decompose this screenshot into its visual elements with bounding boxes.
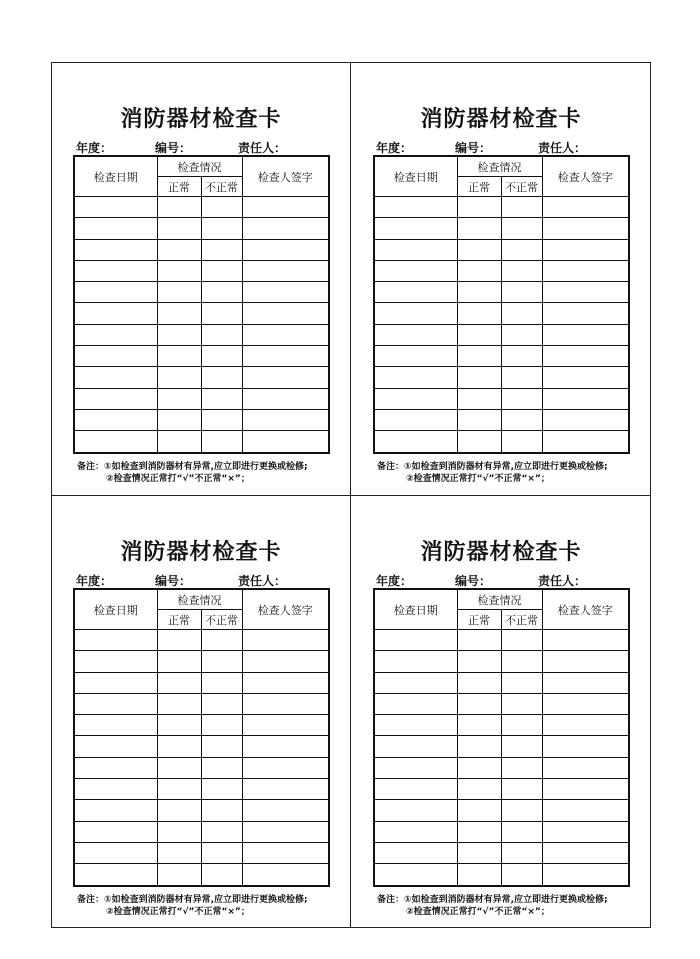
signature-cell[interactable] [542, 197, 629, 218]
abnormal-cell[interactable] [201, 367, 242, 388]
signature-cell[interactable] [242, 409, 329, 430]
card-title: 消防器材检查卡 [420, 540, 582, 565]
table-row [74, 367, 329, 388]
signature-cell[interactable] [242, 651, 329, 672]
signature-cell[interactable] [242, 197, 329, 218]
signature-cell[interactable] [542, 630, 629, 651]
date-cell[interactable] [74, 431, 157, 453]
table-row [374, 282, 629, 303]
abnormal-cell[interactable] [501, 239, 542, 260]
col-date-header: 检查日期 [374, 589, 457, 630]
abnormal-cell[interactable] [201, 630, 242, 651]
normal-cell[interactable] [457, 672, 501, 693]
abnormal-cell[interactable] [201, 672, 242, 693]
signature-cell[interactable] [242, 260, 329, 281]
col-abnormal-header: 不正常 [501, 610, 542, 630]
inspection-table [373, 155, 630, 454]
col-signature-header: 检查人签字 [242, 589, 329, 630]
signature-cell[interactable] [542, 431, 629, 453]
date-cell[interactable] [74, 715, 157, 736]
col-date-header: 检查日期 [374, 156, 457, 197]
signature-cell[interactable] [242, 239, 329, 260]
table-row [74, 821, 329, 842]
date-cell[interactable] [374, 324, 457, 345]
normal-cell[interactable] [457, 388, 501, 409]
normal-cell[interactable] [157, 346, 201, 367]
table-row [74, 715, 329, 736]
normal-cell[interactable] [157, 303, 201, 324]
note-line-2: ②检查情况正常打“√”不正常“×”； [406, 474, 550, 484]
signature-cell[interactable] [242, 282, 329, 303]
year-label: 年度： [76, 141, 113, 155]
normal-cell[interactable] [157, 239, 201, 260]
date-cell[interactable] [374, 842, 457, 863]
abnormal-cell[interactable] [201, 693, 242, 714]
normal-cell[interactable] [457, 864, 501, 886]
date-cell[interactable] [74, 218, 157, 239]
table-row [74, 651, 329, 672]
date-cell[interactable] [374, 864, 457, 886]
year-label: 年度： [376, 574, 413, 588]
date-cell[interactable] [374, 800, 457, 821]
table-row [74, 218, 329, 239]
col-abnormal-header: 不正常 [501, 177, 542, 197]
normal-cell[interactable] [157, 324, 201, 345]
date-cell[interactable] [74, 842, 157, 863]
table-row [74, 630, 329, 651]
date-cell[interactable] [74, 324, 157, 345]
normal-cell[interactable] [157, 757, 201, 778]
date-cell[interactable] [74, 651, 157, 672]
normal-cell[interactable] [457, 324, 501, 345]
table-row [374, 693, 629, 714]
date-cell[interactable] [74, 864, 157, 886]
abnormal-cell[interactable] [501, 431, 542, 453]
card-title: 消防器材检查卡 [420, 107, 582, 132]
col-status-group-header: 检查情况 [457, 589, 542, 610]
signature-cell[interactable] [542, 672, 629, 693]
normal-cell[interactable] [157, 821, 201, 842]
number-label: 编号： [455, 141, 492, 155]
normal-cell[interactable] [157, 431, 201, 453]
col-normal-header: 正常 [457, 610, 501, 630]
signature-cell[interactable] [542, 282, 629, 303]
col-date-header: 检查日期 [74, 156, 157, 197]
normal-cell[interactable] [457, 303, 501, 324]
signature-cell[interactable] [242, 779, 329, 800]
signature-cell[interactable] [542, 757, 629, 778]
abnormal-cell[interactable] [201, 282, 242, 303]
date-cell[interactable] [374, 693, 457, 714]
table-row [74, 282, 329, 303]
table-row [374, 388, 629, 409]
normal-cell[interactable] [457, 821, 501, 842]
note-line-2: ②检查情况正常打“√”不正常“×”； [106, 907, 250, 917]
signature-cell[interactable] [542, 821, 629, 842]
normal-cell[interactable] [157, 218, 201, 239]
signature-cell[interactable] [542, 842, 629, 863]
responsible-label: 责任人： [538, 141, 587, 155]
responsible-label: 责任人： [238, 574, 287, 588]
normal-cell[interactable] [457, 197, 501, 218]
card-title: 消防器材检查卡 [120, 540, 282, 565]
date-cell[interactable] [374, 303, 457, 324]
abnormal-cell[interactable] [501, 282, 542, 303]
signature-cell[interactable] [542, 260, 629, 281]
abnormal-cell[interactable] [501, 197, 542, 218]
card-title: 消防器材检查卡 [120, 107, 282, 132]
signature-cell[interactable] [242, 367, 329, 388]
inspection-card-2 [351, 62, 651, 495]
date-cell[interactable] [74, 736, 157, 757]
table-row [74, 197, 329, 218]
abnormal-cell[interactable] [201, 324, 242, 345]
date-cell[interactable] [74, 409, 157, 430]
normal-cell[interactable] [157, 800, 201, 821]
signature-cell[interactable] [242, 431, 329, 453]
abnormal-cell[interactable] [201, 715, 242, 736]
responsible-label: 责任人： [238, 141, 287, 155]
date-cell[interactable] [374, 779, 457, 800]
normal-cell[interactable] [457, 779, 501, 800]
normal-cell[interactable] [457, 367, 501, 388]
col-normal-header: 正常 [157, 177, 201, 197]
normal-cell[interactable] [457, 346, 501, 367]
abnormal-cell[interactable] [501, 736, 542, 757]
table-row [374, 218, 629, 239]
date-cell[interactable] [74, 303, 157, 324]
date-cell[interactable] [74, 757, 157, 778]
signature-cell[interactable] [242, 303, 329, 324]
abnormal-cell[interactable] [501, 757, 542, 778]
table-row [74, 864, 329, 886]
col-signature-header: 检查人签字 [542, 589, 629, 630]
table-row [74, 842, 329, 863]
abnormal-cell[interactable] [201, 260, 242, 281]
normal-cell[interactable] [157, 842, 201, 863]
abnormal-cell[interactable] [501, 864, 542, 886]
abnormal-cell[interactable] [201, 303, 242, 324]
col-status-group-header: 检查情况 [457, 156, 542, 177]
col-abnormal-header: 不正常 [201, 610, 242, 630]
col-status-group-header: 检查情况 [157, 589, 242, 610]
signature-cell[interactable] [242, 388, 329, 409]
table-row [374, 630, 629, 651]
normal-cell[interactable] [157, 736, 201, 757]
signature-cell[interactable] [542, 388, 629, 409]
normal-cell[interactable] [457, 842, 501, 863]
signature-cell[interactable] [242, 630, 329, 651]
normal-cell[interactable] [157, 672, 201, 693]
signature-cell[interactable] [242, 821, 329, 842]
abnormal-cell[interactable] [501, 346, 542, 367]
table-row [74, 672, 329, 693]
table-row [74, 736, 329, 757]
normal-cell[interactable] [157, 388, 201, 409]
table-row [374, 239, 629, 260]
date-cell[interactable] [374, 388, 457, 409]
date-cell[interactable] [374, 282, 457, 303]
date-cell[interactable] [374, 409, 457, 430]
abnormal-cell[interactable] [201, 218, 242, 239]
signature-cell[interactable] [542, 800, 629, 821]
table-row [74, 324, 329, 345]
table-row [374, 800, 629, 821]
date-cell[interactable] [374, 367, 457, 388]
signature-cell[interactable] [542, 409, 629, 430]
signature-cell[interactable] [542, 303, 629, 324]
date-cell[interactable] [74, 239, 157, 260]
table-row [374, 409, 629, 430]
normal-cell[interactable] [457, 757, 501, 778]
signature-cell[interactable] [242, 693, 329, 714]
abnormal-cell[interactable] [501, 672, 542, 693]
col-status-group-header: 检查情况 [157, 156, 242, 177]
table-row [374, 864, 629, 886]
note-line-2: ②检查情况正常打“√”不正常“×”； [406, 907, 550, 917]
normal-cell[interactable] [457, 260, 501, 281]
table-row [74, 388, 329, 409]
normal-cell[interactable] [457, 431, 501, 453]
signature-cell[interactable] [242, 672, 329, 693]
date-cell[interactable] [74, 821, 157, 842]
inspection-card-4 [351, 495, 651, 928]
date-cell[interactable] [74, 779, 157, 800]
abnormal-cell[interactable] [201, 197, 242, 218]
normal-cell[interactable] [457, 736, 501, 757]
col-normal-header: 正常 [157, 610, 201, 630]
abnormal-cell[interactable] [501, 821, 542, 842]
date-cell[interactable] [374, 736, 457, 757]
abnormal-cell[interactable] [201, 346, 242, 367]
table-row [74, 409, 329, 430]
abnormal-cell[interactable] [501, 218, 542, 239]
abnormal-cell[interactable] [201, 388, 242, 409]
signature-cell[interactable] [242, 757, 329, 778]
note-line-2: ②检查情况正常打“√”不正常“×”； [106, 474, 250, 484]
note-line-1: 备注：①如检查到消防器材有异常,应立即进行更换或检修; [77, 895, 308, 905]
normal-cell[interactable] [157, 864, 201, 886]
normal-cell[interactable] [457, 800, 501, 821]
normal-cell[interactable] [457, 409, 501, 430]
abnormal-cell[interactable] [501, 693, 542, 714]
date-cell[interactable] [374, 630, 457, 651]
abnormal-cell[interactable] [201, 431, 242, 453]
table-row [374, 346, 629, 367]
year-label: 年度： [376, 141, 413, 155]
inspection-table [73, 588, 330, 887]
table-row [374, 367, 629, 388]
table-row [374, 672, 629, 693]
abnormal-cell[interactable] [501, 779, 542, 800]
signature-cell[interactable] [242, 864, 329, 886]
abnormal-cell[interactable] [201, 409, 242, 430]
date-cell[interactable] [74, 388, 157, 409]
table-row [74, 239, 329, 260]
normal-cell[interactable] [457, 239, 501, 260]
signature-cell[interactable] [542, 864, 629, 886]
abnormal-cell[interactable] [501, 715, 542, 736]
table-row [74, 346, 329, 367]
normal-cell[interactable] [157, 651, 201, 672]
table-row [74, 303, 329, 324]
normal-cell[interactable] [157, 409, 201, 430]
date-cell[interactable] [374, 346, 457, 367]
normal-cell[interactable] [157, 367, 201, 388]
col-abnormal-header: 不正常 [201, 177, 242, 197]
date-cell[interactable] [374, 672, 457, 693]
date-cell[interactable] [374, 431, 457, 453]
date-cell[interactable] [374, 197, 457, 218]
date-cell[interactable] [74, 346, 157, 367]
abnormal-cell[interactable] [501, 260, 542, 281]
abnormal-cell[interactable] [501, 409, 542, 430]
date-cell[interactable] [374, 218, 457, 239]
col-date-header: 检查日期 [74, 589, 157, 630]
table-row [374, 821, 629, 842]
inspection-table [373, 588, 630, 887]
table-row [74, 757, 329, 778]
signature-cell[interactable] [542, 218, 629, 239]
normal-cell[interactable] [457, 651, 501, 672]
signature-cell[interactable] [542, 779, 629, 800]
signature-cell[interactable] [242, 715, 329, 736]
note-line-1: 备注：①如检查到消防器材有异常,应立即进行更换或检修; [77, 462, 308, 472]
abnormal-cell[interactable] [501, 800, 542, 821]
table-row [374, 757, 629, 778]
signature-cell[interactable] [542, 651, 629, 672]
table-row [74, 693, 329, 714]
abnormal-cell[interactable] [201, 864, 242, 886]
table-row [74, 260, 329, 281]
signature-cell[interactable] [242, 736, 329, 757]
col-normal-header: 正常 [457, 177, 501, 197]
number-label: 编号： [155, 574, 192, 588]
normal-cell[interactable] [157, 260, 201, 281]
number-label: 编号： [155, 141, 192, 155]
signature-cell[interactable] [242, 800, 329, 821]
abnormal-cell[interactable] [201, 239, 242, 260]
abnormal-cell[interactable] [501, 842, 542, 863]
date-cell[interactable] [374, 821, 457, 842]
date-cell[interactable] [74, 800, 157, 821]
normal-cell[interactable] [457, 693, 501, 714]
date-cell[interactable] [374, 239, 457, 260]
table-row [374, 303, 629, 324]
abnormal-cell[interactable] [201, 736, 242, 757]
abnormal-cell[interactable] [201, 821, 242, 842]
year-label: 年度： [76, 574, 113, 588]
signature-cell[interactable] [242, 324, 329, 345]
date-cell[interactable] [74, 197, 157, 218]
normal-cell[interactable] [457, 715, 501, 736]
date-cell[interactable] [374, 260, 457, 281]
note-line-1: 备注：①如检查到消防器材有异常,应立即进行更换或检修; [377, 895, 608, 905]
abnormal-cell[interactable] [501, 630, 542, 651]
signature-cell[interactable] [542, 346, 629, 367]
table-row [74, 431, 329, 453]
table-row [374, 736, 629, 757]
abnormal-cell[interactable] [201, 757, 242, 778]
normal-cell[interactable] [457, 630, 501, 651]
table-row [374, 779, 629, 800]
abnormal-cell[interactable] [201, 651, 242, 672]
table-row [374, 197, 629, 218]
abnormal-cell[interactable] [501, 388, 542, 409]
date-cell[interactable] [74, 260, 157, 281]
note-line-1: 备注：①如检查到消防器材有异常,应立即进行更换或检修; [377, 462, 608, 472]
date-cell[interactable] [74, 630, 157, 651]
normal-cell[interactable] [157, 715, 201, 736]
inspection-card-1 [51, 62, 351, 495]
signature-cell[interactable] [542, 367, 629, 388]
normal-cell[interactable] [157, 630, 201, 651]
table-row [74, 800, 329, 821]
signature-cell[interactable] [542, 324, 629, 345]
table-row [374, 651, 629, 672]
table-row [374, 842, 629, 863]
normal-cell[interactable] [457, 218, 501, 239]
date-cell[interactable] [74, 367, 157, 388]
table-row [374, 431, 629, 453]
col-signature-header: 检查人签字 [242, 156, 329, 197]
normal-cell[interactable] [157, 282, 201, 303]
abnormal-cell[interactable] [501, 303, 542, 324]
signature-cell[interactable] [242, 842, 329, 863]
table-row [374, 715, 629, 736]
table-row [74, 779, 329, 800]
number-label: 编号： [455, 574, 492, 588]
abnormal-cell[interactable] [201, 779, 242, 800]
signature-cell[interactable] [542, 736, 629, 757]
date-cell[interactable] [74, 693, 157, 714]
normal-cell[interactable] [157, 197, 201, 218]
date-cell[interactable] [374, 651, 457, 672]
normal-cell[interactable] [157, 779, 201, 800]
abnormal-cell[interactable] [201, 800, 242, 821]
abnormal-cell[interactable] [201, 842, 242, 863]
signature-cell[interactable] [242, 346, 329, 367]
date-cell[interactable] [374, 757, 457, 778]
inspection-card-3 [51, 495, 351, 928]
signature-cell[interactable] [542, 715, 629, 736]
abnormal-cell[interactable] [501, 367, 542, 388]
abnormal-cell[interactable] [501, 651, 542, 672]
abnormal-cell[interactable] [501, 324, 542, 345]
table-row [374, 260, 629, 281]
table-row [374, 324, 629, 345]
date-cell[interactable] [374, 715, 457, 736]
signature-cell[interactable] [542, 239, 629, 260]
inspection-table [73, 155, 330, 454]
col-signature-header: 检查人签字 [542, 156, 629, 197]
date-cell[interactable] [74, 282, 157, 303]
signature-cell[interactable] [242, 218, 329, 239]
normal-cell[interactable] [157, 693, 201, 714]
date-cell[interactable] [74, 672, 157, 693]
normal-cell[interactable] [457, 282, 501, 303]
responsible-label: 责任人： [538, 574, 587, 588]
signature-cell[interactable] [542, 693, 629, 714]
